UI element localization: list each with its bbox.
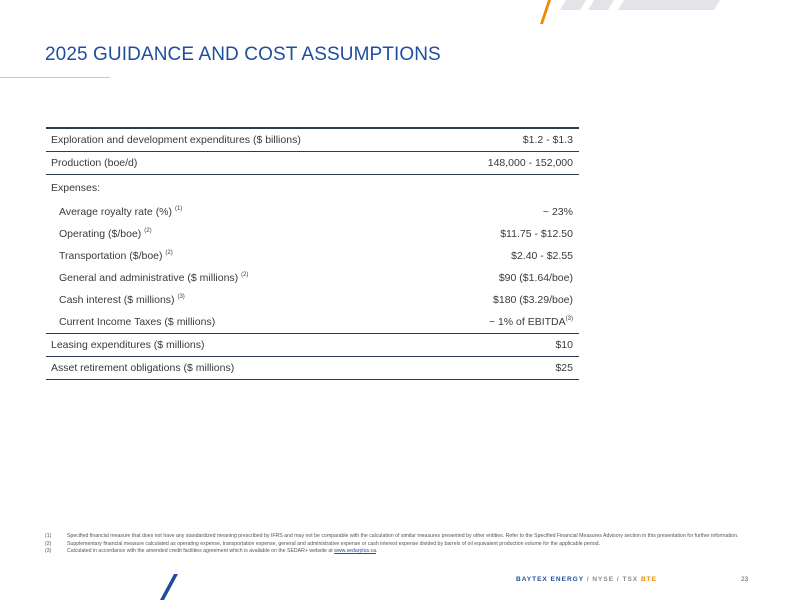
row-value: ~ 1% of EBITDA$^{(3)}$ <box>435 311 579 334</box>
ticker-symbol: BTE <box>640 576 657 583</box>
row-label: Operating ($/boe) $^{(2)}$ <box>59 227 152 240</box>
row-value: $10 <box>435 334 579 357</box>
table-row <box>46 289 579 311</box>
table-row <box>46 311 579 334</box>
grey-parallelogram <box>618 0 720 10</box>
guidance-table <box>46 127 579 380</box>
footnote <box>45 541 755 549</box>
row-label: Current Income Taxes ($ millions) <box>46 311 435 334</box>
grey-parallelogram <box>588 0 614 10</box>
brand-footer <box>516 576 657 583</box>
brand-separator: / <box>616 576 620 583</box>
table-row <box>46 245 579 267</box>
row-label: Exploration and development expenditures ($ billions) <box>46 128 435 152</box>
footnote-marker: (2) <box>165 249 173 256</box>
footnote-number: (1) <box>45 533 52 539</box>
row-label: Leasing expenditures ($ millions) <box>46 334 435 357</box>
row-label: Cash interest ($ millions) $^{(3)}$ <box>59 293 185 306</box>
row-value: $90 ($1.64/boe) <box>498 272 573 284</box>
row-value: $11.75 - $12.50 <box>500 228 573 240</box>
footnote <box>45 533 755 541</box>
footnote-marker: (3) <box>565 315 573 322</box>
row-value: ~ 23% <box>542 206 573 218</box>
footnote-text: Specified financial measure that does not have any standardized meaning prescribed by IFRS and may not be comparable with the calculation of similar measures presented by other entities. Refer to the Specified Financial Measures Advisory section in this presentation for further information. <box>67 533 739 539</box>
table-row <box>46 201 579 223</box>
brand-separator: / <box>586 576 590 583</box>
footnote-marker: (2) <box>144 227 152 234</box>
footnotes <box>45 533 755 556</box>
row-value: $180 ($3.29/boe) <box>493 294 573 306</box>
footnote-marker: (2) <box>241 271 249 278</box>
page-title: 2025 GUIDANCE AND COST ASSUMPTIONS <box>45 44 441 65</box>
table-row <box>46 128 579 152</box>
footnote-number: (2) <box>45 540 52 547</box>
row-value: $2.40 - $2.55 <box>511 250 573 262</box>
footnote <box>45 548 755 556</box>
row-label: General and administrative ($ millions) $^{(2)}$ <box>59 271 249 284</box>
page-number: 23 <box>741 576 749 583</box>
table-row <box>46 357 579 380</box>
row-value: $1.2 - $1.3 <box>435 128 579 152</box>
exchange-nyse: NYSE <box>592 576 615 583</box>
footnote-text: Supplementary financial measure calculated as operating expense, transportation expense, general and administrative expense or cash interest expense divided by barrels of oil equivalent production volume for the applicable period. <box>67 540 600 547</box>
row-label: Production (boe/d) <box>46 152 435 175</box>
grey-parallelogram <box>560 0 586 10</box>
row-value: 148,000 - 152,000 <box>435 152 579 175</box>
company-name: BAYTEX ENERGY <box>516 576 584 583</box>
row-value <box>435 175 579 202</box>
footnote-text: Calculated in accordance with the amended credit facilities agreement which is available on the SEDAR+ website at www.sedarplus.ca. <box>67 548 378 555</box>
footnote-marker: (1) <box>174 205 183 212</box>
exchange-tsx: TSX <box>622 576 639 583</box>
row-label: Transportation ($/boe) $^{(2)}$ <box>59 249 173 262</box>
sedar-link[interactable]: www.sedarplus.ca <box>334 548 376 555</box>
footnote-marker: (3) <box>177 293 185 300</box>
bottom-decoration <box>150 574 190 600</box>
orange-slash-stripe <box>540 0 551 24</box>
row-label: Average royalty rate (%) $^{(1)}$ <box>59 205 183 218</box>
table-row-section-header <box>46 175 579 202</box>
row-label: Asset retirement obligations ($ millions) <box>51 362 235 374</box>
footnote-number: (3) <box>45 548 52 555</box>
table-row <box>46 152 579 175</box>
table-row <box>46 223 579 245</box>
table-row <box>46 267 579 289</box>
title-underline <box>0 77 110 78</box>
blue-slash-stripe <box>160 574 178 600</box>
table-row <box>46 334 579 357</box>
row-value: $25 <box>555 362 573 374</box>
row-label: Expenses: <box>51 182 101 194</box>
top-decoration <box>530 0 800 24</box>
